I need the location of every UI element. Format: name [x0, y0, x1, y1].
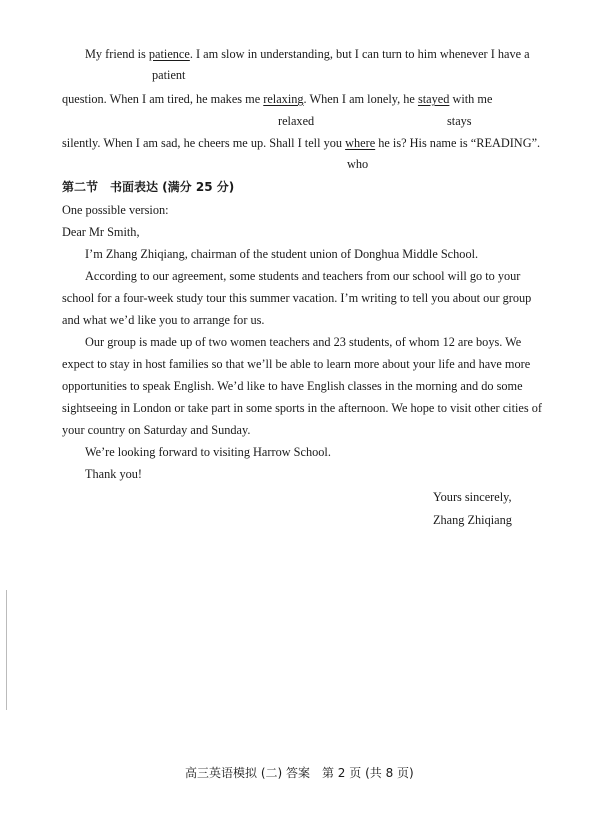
- page-footer: 高三英语模拟 (二) 答案 第 2 页 (共 8 页): [185, 766, 414, 780]
- version-intro: One possible version:: [62, 203, 169, 217]
- error-word-where: where: [345, 136, 376, 150]
- letter-line: expect to stay in host families so that we’ll be able to learn more about your life and have more: [62, 357, 531, 371]
- correction-line-1: [85, 46, 530, 62]
- correction-line-2: [62, 91, 492, 107]
- correction-line-3: [62, 135, 540, 151]
- error-word-patience: patience: [148, 47, 190, 61]
- letter-greeting: Dear Mr Smith,: [62, 225, 140, 239]
- letter-line: I’m Zhang Zhiqiang, chairman of the student union of Donghua Middle School.: [85, 247, 479, 261]
- text-segment: silently. When I am sad, he cheers me up. Shall I tell you: [62, 136, 346, 150]
- text-segment: with me: [449, 92, 493, 106]
- letter-line: your country on Saturday and Sunday.: [62, 423, 251, 437]
- text-segment: he is? His name is “READING”.: [375, 136, 541, 150]
- letter-closing: Yours sincerely,: [433, 490, 512, 504]
- letter-signature: Zhang Zhiqiang: [433, 513, 512, 527]
- letter-line: Thank you!: [85, 467, 143, 481]
- scan-edge-line: [6, 590, 7, 710]
- error-word-stayed: stayed: [417, 92, 450, 106]
- correction-word-patient: patient: [152, 68, 186, 82]
- text-segment: . When I am lonely, he: [303, 92, 418, 106]
- correction-word-who: who: [347, 157, 369, 171]
- letter-line: We’re looking forward to visiting Harrow School.: [85, 445, 331, 459]
- correction-word-stays: stays: [447, 114, 472, 128]
- letter-line: school for a four-week study tour this summer vacation. I’m writing to tell you about our group: [62, 291, 532, 305]
- letter-line: and what we’d like you to arrange for us.: [62, 313, 265, 327]
- text-segment: My friend is: [85, 47, 149, 61]
- correction-word-relaxed: relaxed: [278, 114, 315, 128]
- letter-line: opportunities to speak English. We’d like to have English classes in the morning and do some: [62, 379, 523, 393]
- text-segment: . I am slow in understanding, but I can turn to him whenever I have a: [189, 47, 530, 61]
- text-segment: question. When I am tired, he makes me: [62, 92, 264, 106]
- letter-line: According to our agreement, some students and teachers from our school will go to your: [85, 269, 521, 283]
- letter-line: Our group is made up of two women teachers and 23 students, of whom 12 are boys. We: [85, 335, 522, 349]
- letter-line: sightseeing in London or take part in some sports in the afternoon. We hope to visit other cities of: [62, 401, 542, 415]
- section-heading: 第二节 书面表达 (满分 25 分): [62, 180, 235, 194]
- error-word-relaxing: relaxing: [263, 92, 304, 106]
